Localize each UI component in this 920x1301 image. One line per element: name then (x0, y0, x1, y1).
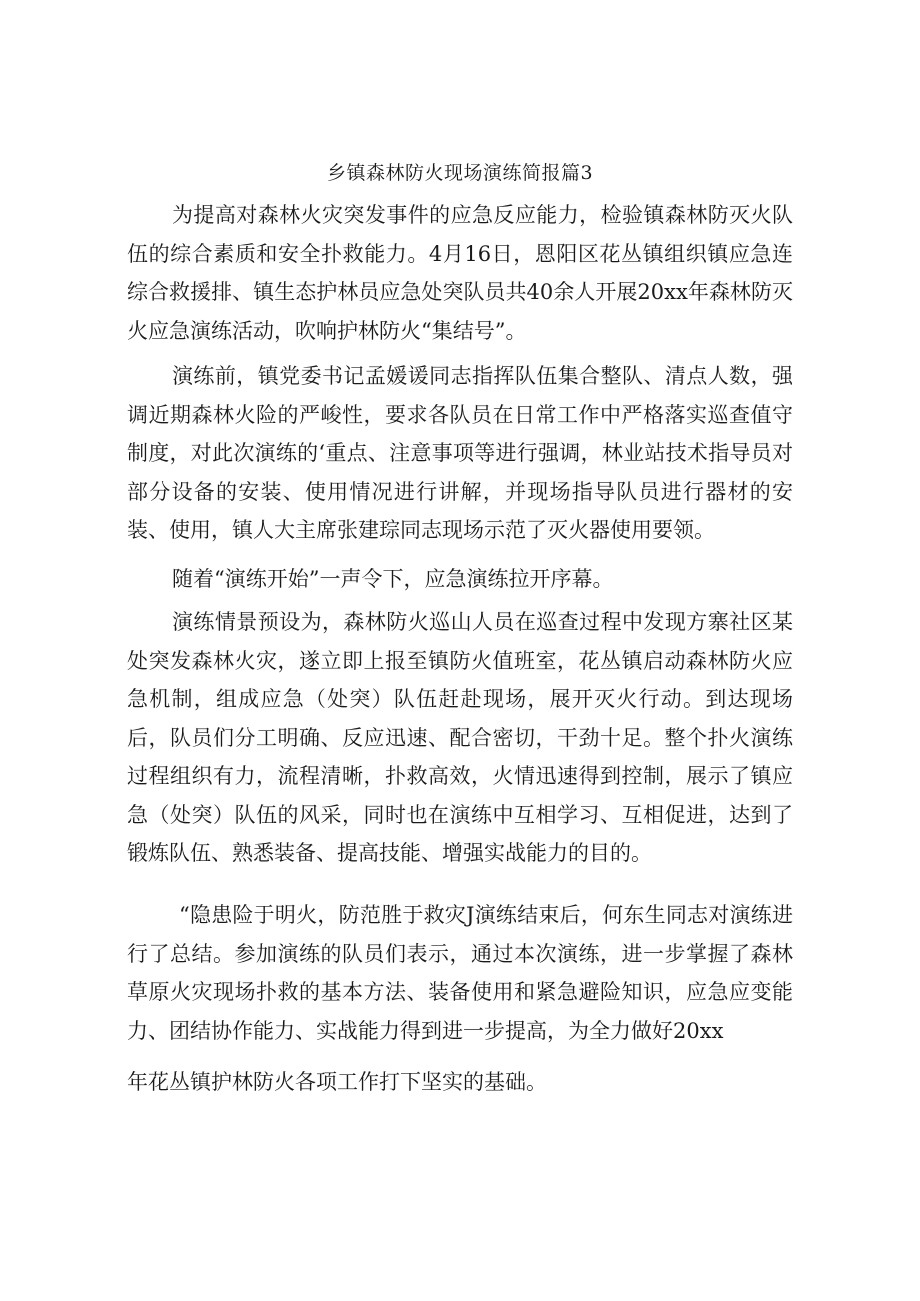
paragraph-before-drill: 演练前，镇党委书记孟媛谖同志指挥队伍集合整队、清点人数，强调近期森林火险的严峻性，要求各队员在日常工作中严格落实巡查值守制度，对此次演练的‘重点、注意事项等进行强调，林业站技术指导员对部分设备的安装、使用情况进行讲解，并现场指导队员进行器材的安装、使用，镇人大主席张建琮同志现场示范了灭火器使用要领。 (127, 364, 793, 542)
paragraph-closing: 年花丛镇护林防火各项工作打下坚实的基础。 (127, 1070, 547, 1094)
paragraph-summary: “隐患险于明火，防范胜于救灾J演练结束后，何东生同志对演练进行了总结。参加演练的队员们表示，通过本次演练，进一步掌握了森林草原火灾现场扑救的基本方法、装备使用和紧急避险知识，应急应变能力、团结协作能力、实战能力得到进一步提高，为全力做好20xx (127, 903, 793, 1043)
paragraph-intro: 为提高对森林火灾突发事件的应急反应能力，检验镇森林防灭火队伍的综合素质和安全扑救能力。4月16日，恩阳区花丛镇组织镇应急连综合救援排、镇生态护林员应急处突队员共40余人开展20xx年森林防灭火应急演练活动，吹响护林防火“集结号”。 (127, 203, 793, 343)
paragraph-scenario: 演练情景预设为，森林防火巡山人员在巡查过程中发现方寨社区某处突发森林火灾，遂立即上报至镇防火值班室，花丛镇启动森林防火应急机制，组成应急（处突）队伍赶赴现场，展开灭火行动。到达现场后，队员们分工明确、反应迅速、配合密切，干劲十足。整个扑火演练过程组织有力，流程清晰，扑救高效，火情迅速得到控制，展示了镇应急（处突）队伍的风采，同时也在演练中互相学习、互相促进，达到了锻炼队伍、熟悉装备、提高技能、增强实战能力的目的。 (127, 610, 793, 865)
document-title: 乡镇森林防火现场演练简报篇3 (326, 162, 594, 184)
paragraph-drill-start: 随着“演练开始”一声令下，应急演练拉开序幕。 (172, 567, 614, 591)
